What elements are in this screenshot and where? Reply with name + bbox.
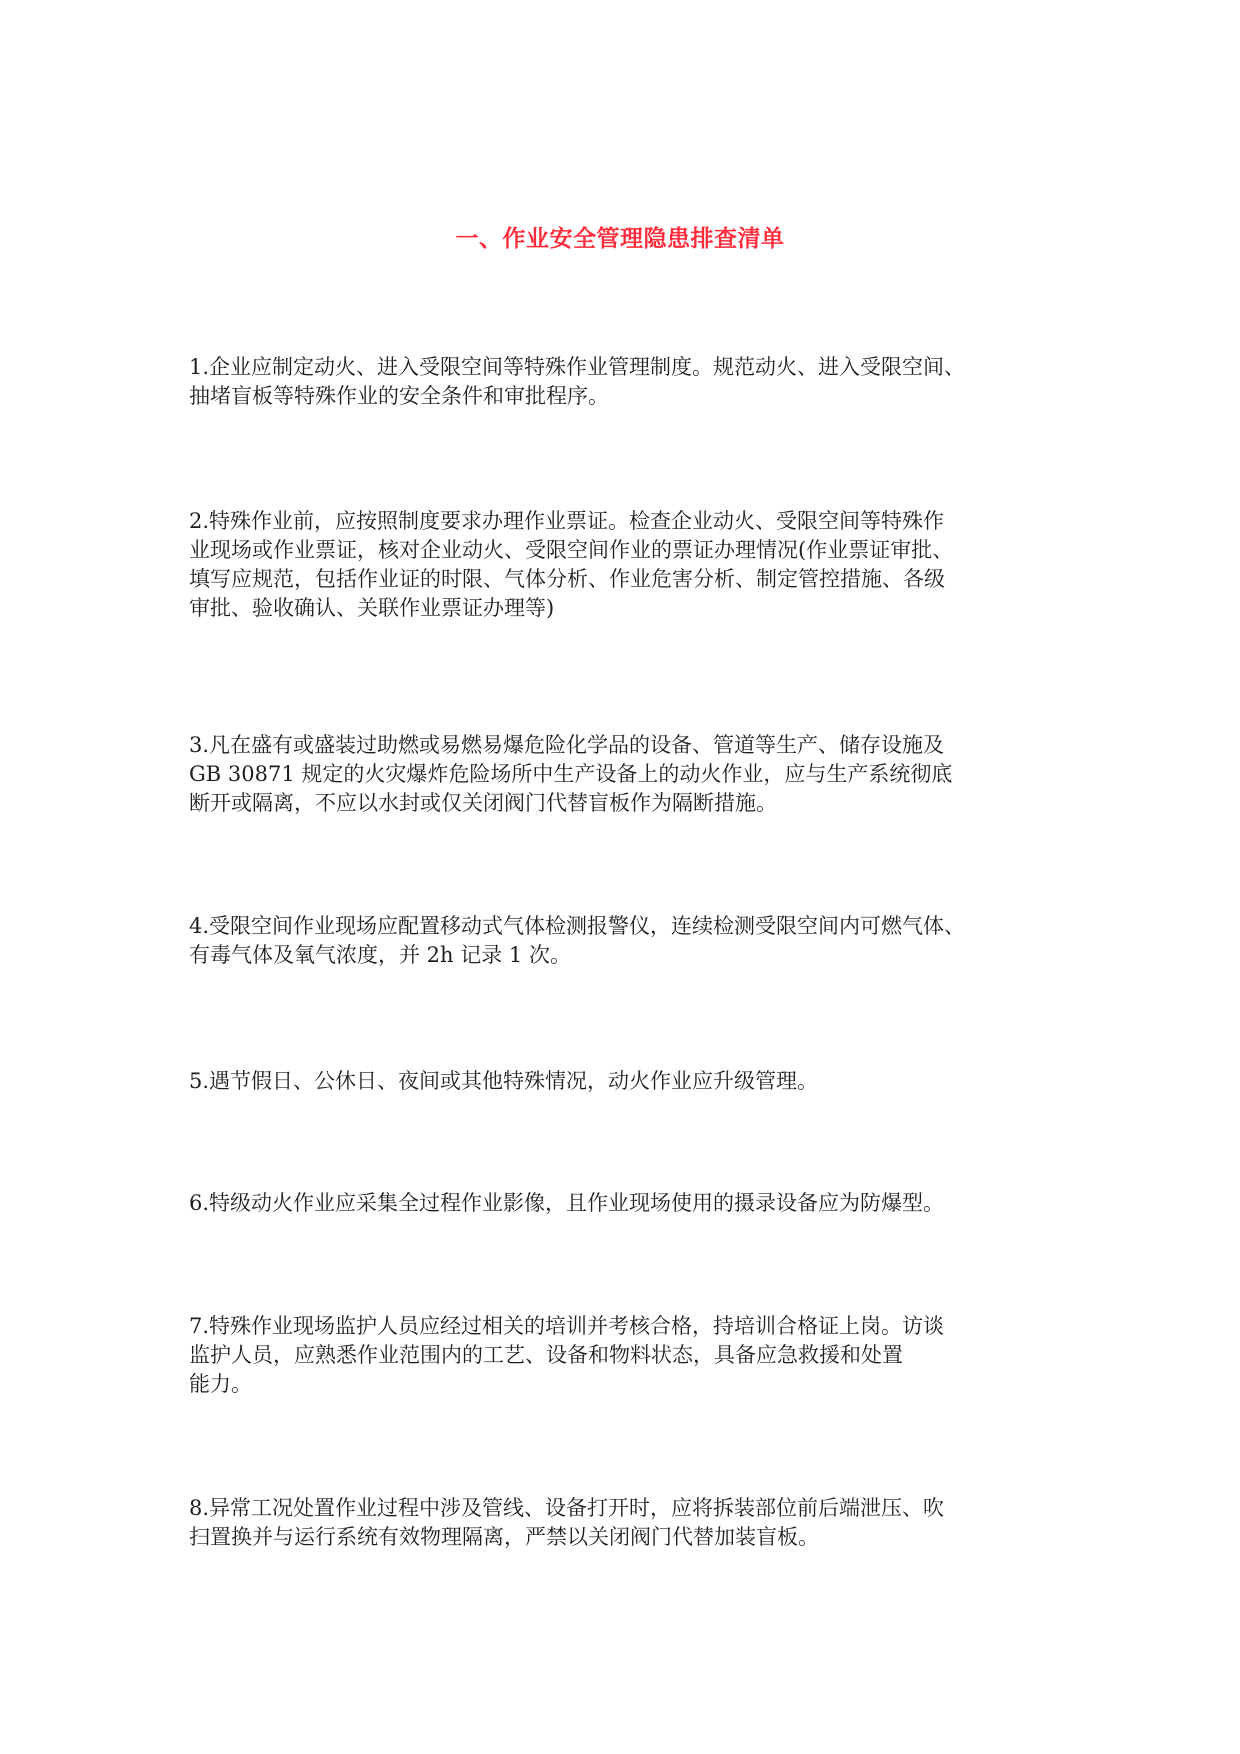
item-7-line-3: 能力。: [189, 1372, 252, 1396]
item-1-line-1: 1.企业应制定动火、进入受限空间等特殊作业管理制度。规范动火、进入受限空间、: [189, 355, 966, 379]
checklist-item-4: [189, 912, 1069, 970]
checklist-item-6: [189, 1189, 1069, 1218]
item-2-line-1: 2.特殊作业前，应按照制度要求办理作业票证。检查企业动火、受限空间等特殊作: [189, 509, 945, 533]
checklist-item-7: [189, 1312, 1069, 1399]
item-5-line-1: 5.遇节假日、公休日、夜间或其他特殊情况，动火作业应升级管理。: [189, 1069, 819, 1093]
item-4-line-1: 4.受限空间作业现场应配置移动式气体检测报警仪，连续检测受限空间内可燃气体、: [189, 914, 966, 938]
item-2-line-4: 审批、验收确认、关联作业票证办理等): [189, 596, 555, 620]
checklist-item-2: [189, 507, 1069, 623]
item-4-line-2: 有毒气体及氧气浓度，并 2h 记录 1 次。: [189, 943, 571, 967]
item-2-line-3: 填写应规范，包括作业证的时限、气体分析、作业危害分析、制定管控措施、各级: [189, 567, 945, 591]
document-title: 一、作业安全管理隐患排查清单: [455, 226, 785, 252]
checklist-item-5: [189, 1067, 1069, 1096]
item-3-line-3: 断开或隔离，不应以水封或仅关闭阀门代替盲板作为隔断措施。: [189, 791, 777, 815]
item-2-line-2: 业现场或作业票证，核对企业动火、受限空间作业的票证办理情况(作业票证审批、: [189, 538, 954, 562]
item-3-line-2: GB 30871 规定的火灾爆炸危险场所中生产设备上的动火作业，应与生产系统彻底: [189, 762, 953, 786]
item-1-line-2: 抽堵盲板等特殊作业的安全条件和审批程序。: [189, 384, 609, 408]
item-8-line-2: 扫置换并与运行系统有效物理隔离，严禁以关闭阀门代替加装盲板。: [189, 1525, 819, 1549]
checklist-item-3: [189, 731, 1069, 818]
checklist-item-8: [189, 1494, 1069, 1552]
item-8-line-1: 8.异常工况处置作业过程中涉及管线、设备打开时，应将拆装部位前后端泄压、吹: [189, 1496, 945, 1520]
item-7-line-1: 7.特殊作业现场监护人员应经过相关的培训并考核合格，持培训合格证上岗。访谈: [189, 1314, 945, 1338]
item-6-line-1: 6.特级动火作业应采集全过程作业影像，且作业现场使用的摄录设备应为防爆型。: [189, 1191, 945, 1215]
item-3-line-1: 3.凡在盛有或盛装过助燃或易燃易爆危险化学品的设备、管道等生产、储存设施及: [189, 733, 945, 757]
checklist-item-1: [189, 353, 1069, 411]
item-7-line-2: 监护人员，应熟悉作业范围内的工艺、设备和物料状态，具备应急救援和处置: [189, 1343, 903, 1367]
